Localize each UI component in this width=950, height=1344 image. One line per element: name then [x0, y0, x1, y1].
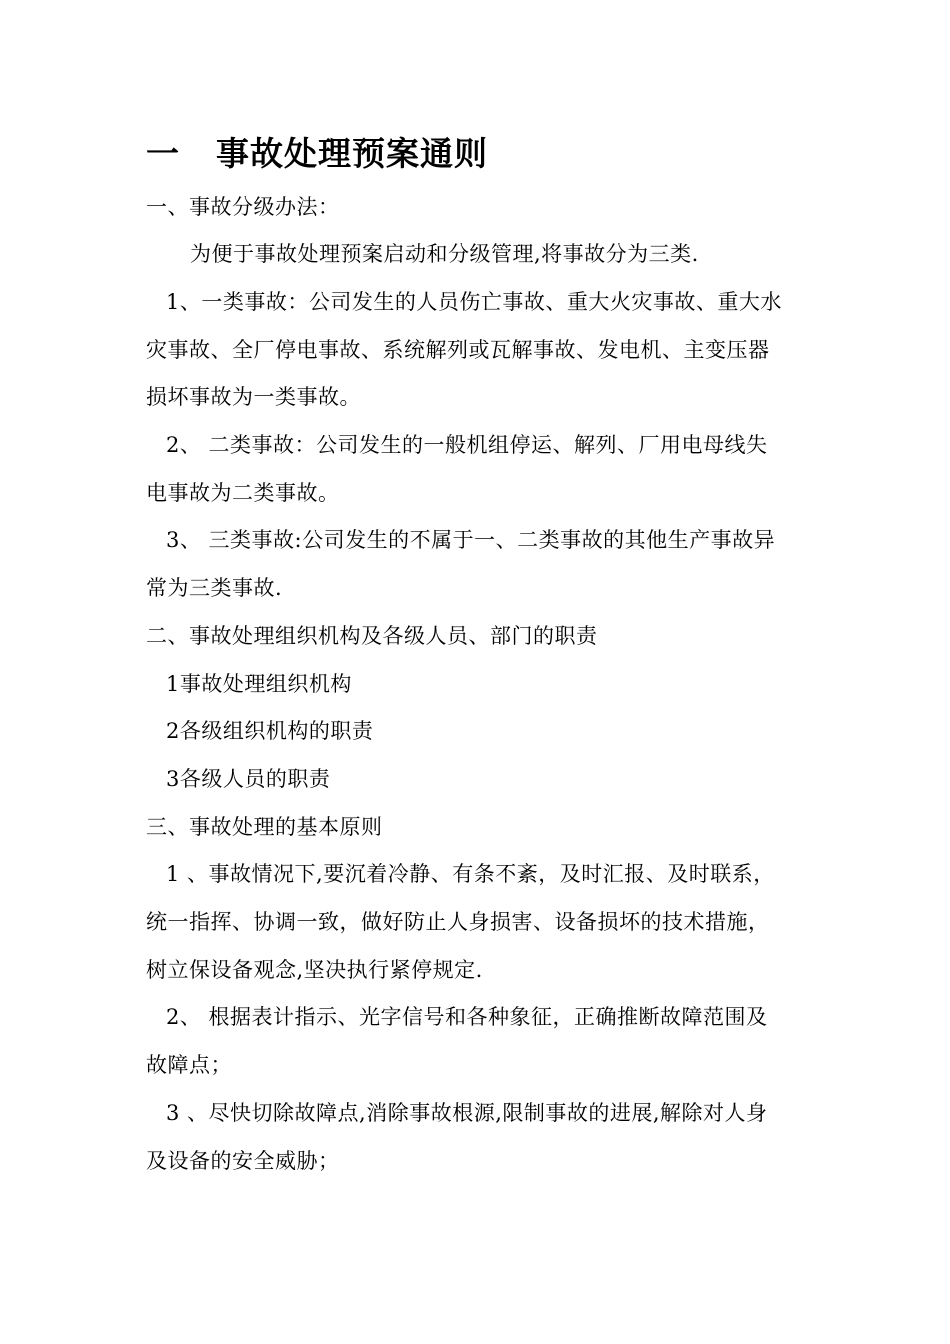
paragraph-line: 及设备的安全威胁； — [146, 1149, 340, 1173]
page-title — [146, 128, 488, 175]
paragraph-line: 电事故为二类事故。 — [146, 481, 340, 505]
section-heading-3: 三、事故处理的基本原则 — [146, 815, 383, 839]
paragraph-line: 树立保设备观念,坚决执行紧停规定. — [146, 958, 483, 982]
title-text: 事故处理预案通则 — [216, 134, 488, 173]
paragraph-line: 常为三类事故. — [146, 576, 283, 600]
paragraph-line: 灾事故、全厂停电事故、系统解列或瓦解事故、发电机、主变压器 — [146, 338, 770, 362]
paragraph-line: 2、 根据表计指示、光字信号和各种象征，正确推断故障范围及 — [166, 1005, 768, 1029]
title-number: 一 — [146, 134, 180, 173]
section-heading-2: 二、事故处理组织机构及各级人员、部门的职责 — [146, 624, 598, 648]
paragraph-line: 3 、尽快切除故障点,消除事故根源,限制事故的进展,解除对人身 — [166, 1101, 768, 1125]
paragraph-line: 3、 三类事故:公司发生的不属于一、二类事故的其他生产事故异 — [166, 528, 776, 552]
paragraph-line: 统一指挥、协调一致，做好防止人身损害、设备损坏的技术措施， — [146, 910, 770, 934]
list-item: 1事故处理组织机构 — [166, 672, 352, 696]
paragraph-intro: 为便于事故处理预案启动和分级管理,将事故分为三类. — [190, 242, 699, 266]
paragraph-line: 1、一类事故：公司发生的人员伤亡事故、重大火灾事故、重大水 — [166, 290, 782, 314]
paragraph-line: 1 、事故情况下,要沉着冷静、有条不紊，及时汇报、及时联系， — [166, 862, 775, 886]
section-heading-1: 一、事故分级办法： — [146, 195, 340, 219]
paragraph-line: 损坏事故为一类事故。 — [146, 385, 361, 409]
paragraph-line: 故障点； — [146, 1053, 232, 1077]
list-item: 3各级人员的职责 — [166, 767, 331, 791]
paragraph-line: 2、 二类事故：公司发生的一般机组停运、解列、厂用电母线失 — [166, 433, 768, 457]
list-item: 2各级组织机构的职责 — [166, 719, 374, 743]
